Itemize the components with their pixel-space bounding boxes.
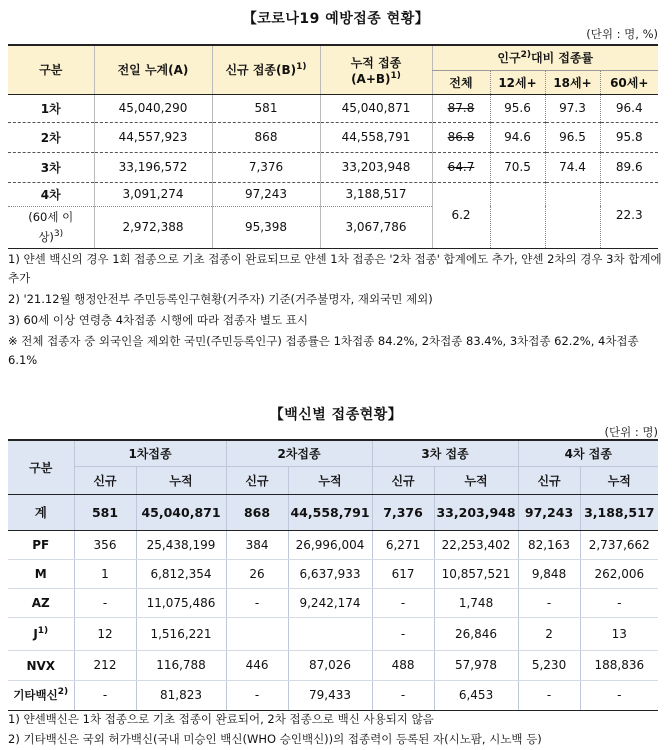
vaccine-type-table: 구분 1차접종 2차접종 3차 접종 4차 접종 신규 누적 신규 누적 신규 누적 신규 누적 계 581 45,040,871 868 44,558,791 7,376 33,203,948 97,243 3,188,517 PF 356 25,438,199 384 26,996,004 6,271 22,253,402 82,163 2,737,662 M 1 6,812,354 26 6,637,933 617 10,857,521 9,848 262,006 AZ - 11,075,486 - 9,242,174 - 1,748 - - $J^{1)}$ 12 1,516,221 - 26,846 2 13 NVX 212 116,788 446 87,026 488 57,978 5,230 188,836 기타백신$^{2)}$ - 81,823 - 79,433 - 6,453 - - (8, 439, 658, 711)
t2-header-category: 구분 (8, 440, 74, 494)
table-row: $J^{1)}$ 12 1,516,221 - 26,846 2 13 (8, 617, 658, 650)
table1-notes (8, 250, 664, 370)
header-rate-12: 12세+ (490, 70, 545, 94)
header-rate-total: 전체 (432, 70, 490, 94)
header-rate-60: 60세+ (600, 70, 658, 94)
note: 1) 얀센 백신의 경우 1회 접종으로 기초 접종이 완료되므로 얀센 1차 접종은 '2차 접종' 합계에도 추가, 얀센 2차의 경우 3차 합계에 추가 (8, 252, 662, 285)
header-prev-total: 전일 누계(A) (94, 45, 212, 94)
vaccination-status-table (8, 44, 658, 249)
t2-header-dose1: 1차접종 (74, 440, 226, 466)
table1-unit: (단위 : 명, %) (586, 27, 658, 41)
table-row: 4차 3,091,274 97,243 3,188,517 6.2 22.3 (8, 182, 658, 206)
header-rate-18: 18세+ (545, 70, 600, 94)
table-row: 기타백신$^{2)}$ - 81,823 - 79,433 - 6,453 - - (8, 680, 658, 710)
header-new: 신규 접종$(B)^{1)}$ (212, 45, 320, 94)
note: ※ 전체 접종자 중 외국인을 제외한 국민(주민등록인구) 접종률은 1차접종 84.2%, 2차접종 83.4%, 3차접종 62.2%, 4차접종 6.1% (8, 334, 639, 367)
table-row: (60세 이 상)$^{3)}$ 2,972,388 95,398 3,067,786 (8, 206, 658, 248)
header-category: 구분 (8, 45, 94, 94)
table-row: 1차 45,040,290 581 45,040,871 87.8 95.6 97.3 96.4 (8, 94, 658, 122)
table2-title: 【백신별 접종현황】 (269, 407, 403, 423)
header-rate-group: 인구$^{2)}$대비 접종률 (432, 45, 658, 70)
note: 1) 얀센백신은 1차 접종으로 기초 접종이 완료되어, 2차 접종으로 백신 사용되지 않음 (8, 712, 434, 726)
table-row: NVX 212 116,788 446 87,026 488 57,978 5,230 188,836 (8, 650, 658, 680)
table1-title: 【코로나19 예방접종 현황】 (242, 11, 430, 27)
t2-header-dose2: 2차접종 (226, 440, 372, 466)
note: 2) '21.12월 행정안전부 주민등록인구현황(거주자) 기준(거주불명자, 재외국민 제외) (8, 292, 433, 306)
note: 3) 60세 이상 연령층 4차접종 시행에 따라 접종자 별도 표시 (8, 313, 308, 327)
total-row: 계 581 45,040,871 868 44,558,791 7,376 33,203,948 97,243 3,188,517 (8, 494, 658, 530)
note: 2) 기타백신은 국외 허가백신(국내 미승인 백신(WHO 승인백신))의 접종력이 등록된 자(시노팜, 시노백 등) (8, 732, 542, 746)
table2-notes (8, 709, 664, 749)
table-row: 2차 44,557,923 868 44,558,791 86.8 94.6 96.5 95.8 (8, 122, 658, 152)
t2-header-dose3: 3차 접종 (372, 440, 518, 466)
table-row: 3차 33,196,572 7,376 33,203,948 64.7 70.5 74.4 89.6 (8, 152, 658, 182)
header-cumulative: 누적 접종 $(A+B)^{1)}$ (320, 45, 432, 94)
table2-unit: (단위 : 명) (604, 425, 658, 439)
t2-header-dose4: 4차 접종 (518, 440, 658, 466)
row-60plus-label: (60세 이 상)$^{3)}$ (8, 206, 94, 248)
table-row: AZ - 11,075,486 - 9,242,174 - 1,748 - - (8, 588, 658, 617)
table-row: M 1 6,812,354 26 6,637,933 617 10,857,521 9,848 262,006 (8, 559, 658, 588)
table-row: PF 356 25,438,199 384 26,996,004 6,271 22,253,402 82,163 2,737,662 (8, 530, 658, 559)
